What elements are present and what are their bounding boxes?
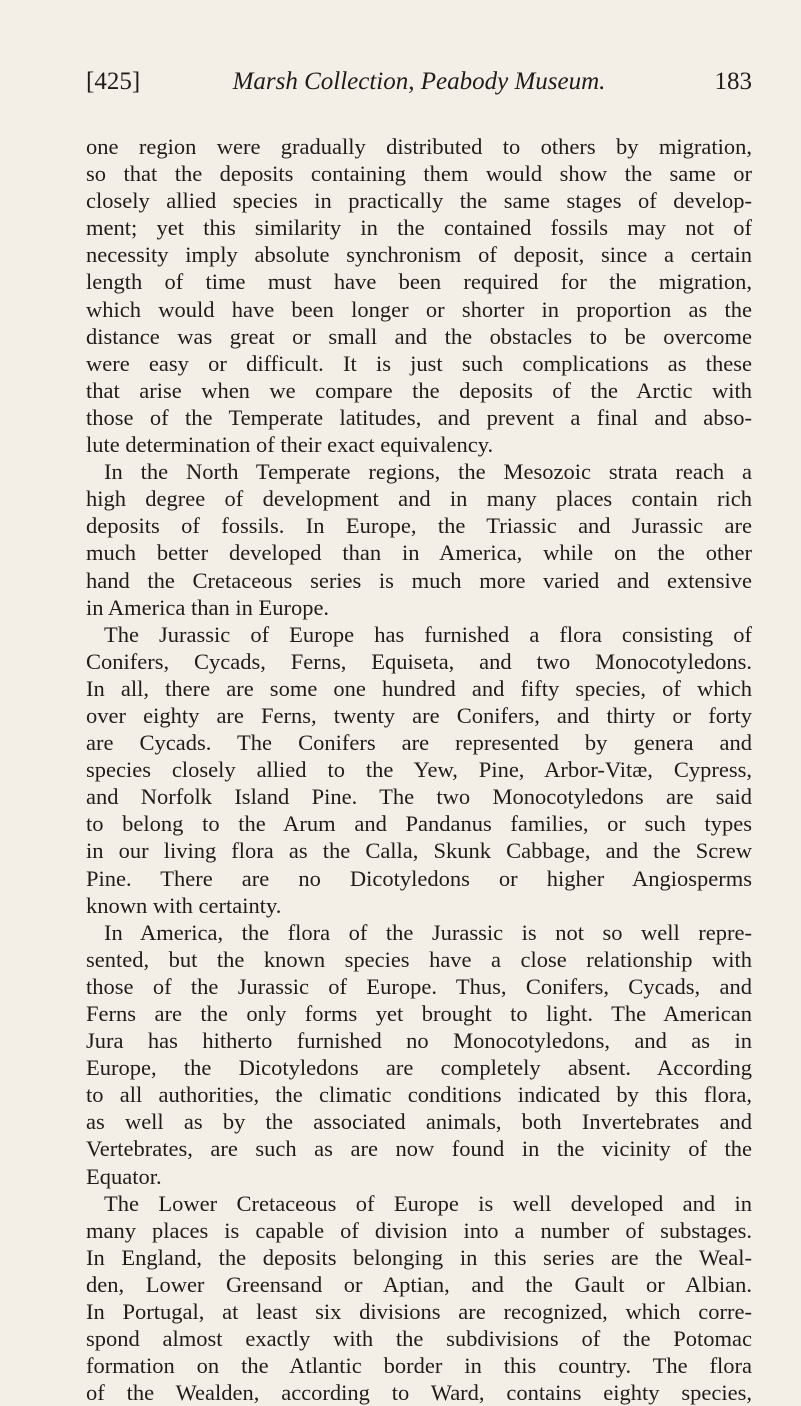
text-line: in America than in Europe. (86, 594, 330, 620)
text-line: much better developed than in America, while on the other (86, 540, 752, 566)
text-line: so that the deposits containing them would show the same or (86, 161, 752, 187)
text-line: The Lower Cretaceous of Europe is well developed and in (104, 1190, 752, 1216)
text-line: that arise when we compare the deposits of the Arctic with (86, 377, 752, 403)
text-line: The Jurassic of Europe has furnished a flora consisting of (104, 621, 752, 647)
text-line: in our living flora as the Calla, Skunk Cabbage, and the Screw (86, 838, 752, 864)
text-line: spond almost exactly with the subdivisions of the Potomac (86, 1326, 752, 1352)
text-line: hand the Cretaceous series is much more varied and extensive (86, 567, 752, 593)
text-line: In the North Temperate regions, the Mesozoic strata reach a (104, 459, 752, 485)
running-title: Marsh Collection, Peabody Museum. (232, 68, 606, 95)
text-line: one region were gradually distributed to others by migration, (86, 134, 752, 159)
text-line: lute determination of their exact equivalency. (86, 432, 494, 458)
text-line: In all, there are some one hundred and fifty species, of which (86, 675, 752, 701)
text-line: In Portugal, at least six divisions are recognized, which corre- (86, 1299, 752, 1325)
text-line: Conifers, Cycads, Ferns, Equiseta, and two Monocotyledons. (86, 648, 752, 674)
text-line: which would have been longer or shorter in proportion as the (86, 296, 752, 322)
text-line: to all authorities, the climatic conditions indicated by this flora, (86, 1082, 752, 1108)
bracket-page-number: [425] (86, 68, 141, 95)
text-line: den, Lower Greensand or Aptian, and the Gault or Albian. (86, 1271, 752, 1297)
text-line: Jura has hitherto furnished no Monocotyledons, and as in (86, 1028, 752, 1054)
text-line: over eighty are Ferns, twenty are Conifers, and thirty or forty (86, 702, 752, 728)
text-line: In England, the deposits belonging in this series are the Weal- (86, 1244, 752, 1270)
text-line: Equator. (86, 1163, 162, 1189)
text-line: distance was great or small and the obstacles to be overcome (86, 323, 752, 349)
text-line: are Cycads. The Conifers are represented by genera and (86, 730, 752, 756)
text-line: to belong to the Arum and Pandanus families, or such types (86, 811, 752, 837)
text-line: closely allied species in practically the same stages of develop- (86, 188, 752, 214)
text-line: sented, but the known species have a close relationship with (86, 946, 752, 972)
text-line: length of time must have been required for the migration, (86, 269, 752, 295)
page-number: 183 (714, 68, 752, 95)
text-line: species closely allied to the Yew, Pine, Arbor-Vitæ, Cypress, (86, 757, 752, 783)
text-line: as well as by the associated animals, both Invertebrates and (86, 1109, 752, 1135)
text-line: those of the Temperate latitudes, and prevent a final and abso- (86, 404, 752, 430)
text-line: many places is capable of division into a number of substages. (86, 1217, 752, 1243)
text-line: Europe, the Dicotyledons are completely absent. According (86, 1055, 752, 1081)
text-line: ment; yet this similarity in the contained fossils may not of (86, 215, 752, 241)
text-line: Pine. There are no Dicotyledons or higher Angiosperms (86, 865, 752, 891)
running-header (86, 68, 752, 104)
text-line: those of the Jurassic of Europe. Thus, Conifers, Cycads, and (86, 973, 752, 999)
body-text (86, 133, 752, 1406)
text-line: Ferns are the only forms yet brought to light. The American (86, 1001, 752, 1026)
text-line: deposits of fossils. In Europe, the Triassic and Jurassic are (86, 513, 752, 539)
text-line: and Norfolk Island Pine. The two Monocotyledons are said (86, 784, 752, 810)
text-line: were easy or difficult. It is just such complications as these (86, 350, 752, 376)
text-line: formation on the Atlantic border in this country. The flora (86, 1353, 752, 1379)
text-line: of the Wealden, according to Ward, contains eighty species, (86, 1380, 752, 1406)
text-line: Vertebrates, are such as are now found in the vicinity of the (86, 1136, 752, 1162)
text-line: In America, the flora of the Jurassic is not so well repre- (104, 919, 752, 945)
text-line: high degree of development and in many places contain rich (86, 486, 752, 512)
text-line: necessity imply absolute synchronism of deposit, since a certain (86, 242, 752, 268)
text-line: known with certainty. (86, 892, 282, 918)
